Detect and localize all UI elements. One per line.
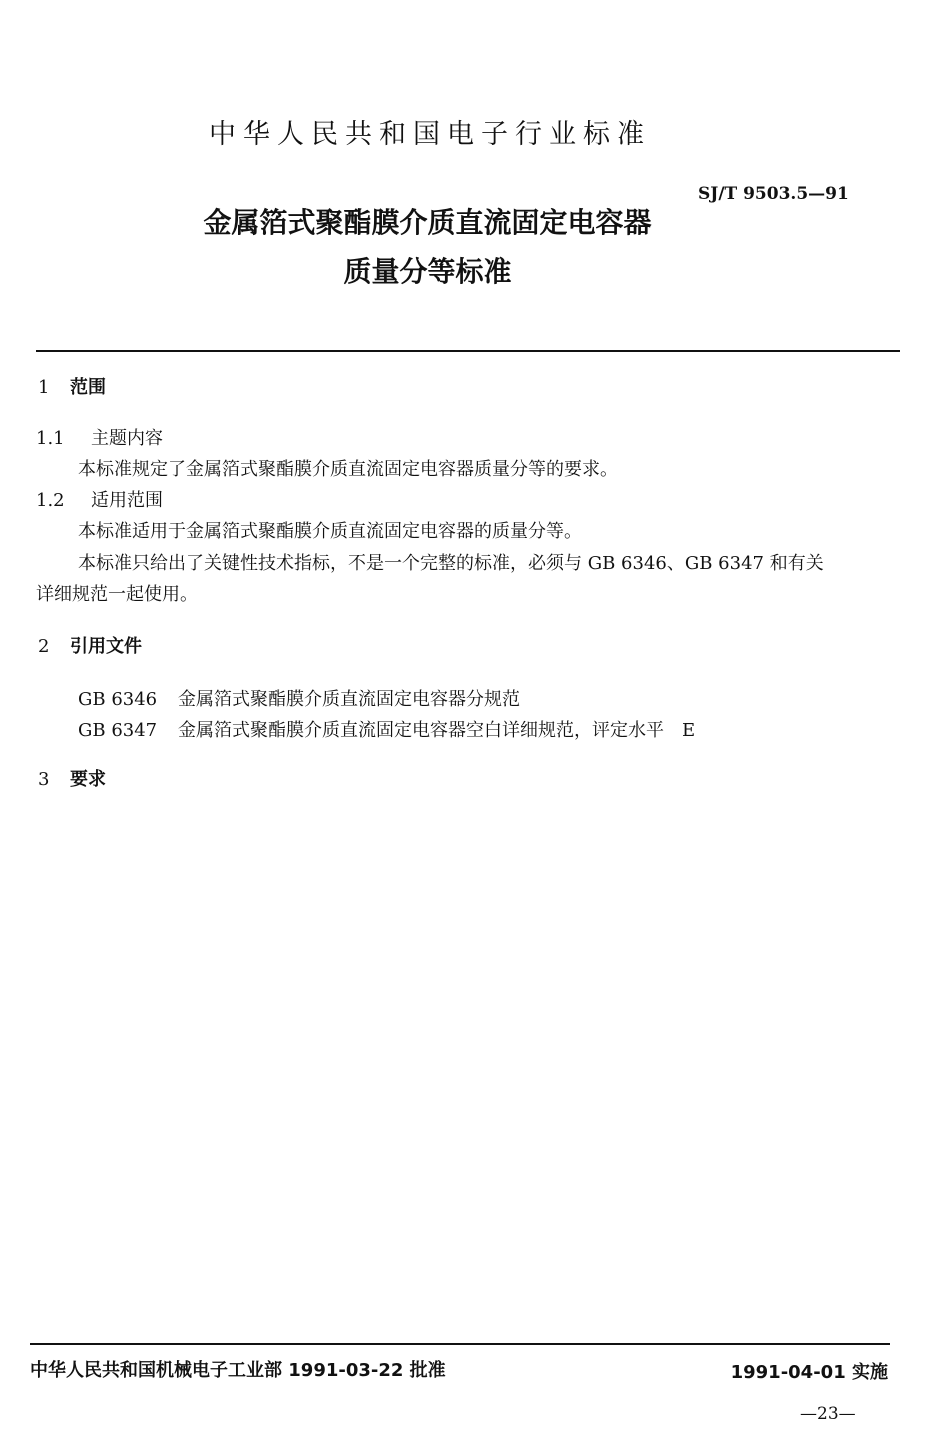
section-1-1-number: 1.1 — [36, 428, 65, 449]
section-2-title: 引用文件 — [70, 636, 142, 657]
reference-code: GB 6347 — [78, 720, 158, 741]
document-title-line1: 金属箔式聚酯膜介质直流固定电容器 — [203, 206, 652, 239]
section-1-1-text: 本标准规定了金属箔式聚酯膜介质直流固定电容器质量分等的要求。 — [78, 459, 618, 480]
section-1-heading — [38, 373, 106, 399]
reference-title: 金属箔式聚酯膜介质直流固定电容器分规范 — [178, 689, 520, 710]
implementation-date: 1991-04-01 实施 — [730, 1362, 888, 1383]
section-1-2-text2-line1: 本标准只给出了关键性技术指标，不是一个完整的标准，必须与 GB 6346、GB 6347 和有关 — [78, 553, 824, 574]
section-2-heading — [38, 632, 142, 658]
section-3-title: 要求 — [70, 769, 106, 790]
document-title-line2: 质量分等标准 — [343, 255, 512, 288]
section-1-2-text1: 本标准适用于金属箔式聚酯膜介质直流固定电容器的质量分等。 — [78, 521, 582, 542]
section-1-title: 范围 — [70, 377, 106, 398]
reference-title: 金属箔式聚酯膜介质直流固定电容器空白详细规范，评定水平 E — [178, 720, 696, 741]
reference-code: GB 6346 — [78, 689, 158, 710]
page-number: —23— — [800, 1404, 856, 1424]
approval-statement: 中华人民共和国机械电子工业部 1991-03-22 批准 — [30, 1360, 446, 1381]
section-1-2-number: 1.2 — [36, 490, 65, 511]
header-divider — [36, 350, 900, 352]
section-3-number: 3 — [38, 769, 50, 790]
section-3-heading — [38, 765, 106, 791]
standard-code: SJ/T 9503.5—91 — [698, 184, 849, 204]
issuing-body-title: 中华人民共和国电子行业标准 — [209, 119, 651, 150]
reference-row — [78, 685, 520, 711]
section-1-1-heading — [36, 424, 163, 450]
section-1-2-text2-line2: 详细规范一起使用。 — [36, 584, 198, 605]
reference-row — [78, 716, 695, 742]
section-1-2-heading — [36, 486, 163, 512]
section-1-1-title: 主题内容 — [91, 428, 163, 449]
section-1-number: 1 — [38, 377, 50, 398]
footer-divider — [30, 1343, 890, 1345]
section-1-2-title: 适用范围 — [91, 490, 163, 511]
section-2-number: 2 — [38, 636, 50, 657]
